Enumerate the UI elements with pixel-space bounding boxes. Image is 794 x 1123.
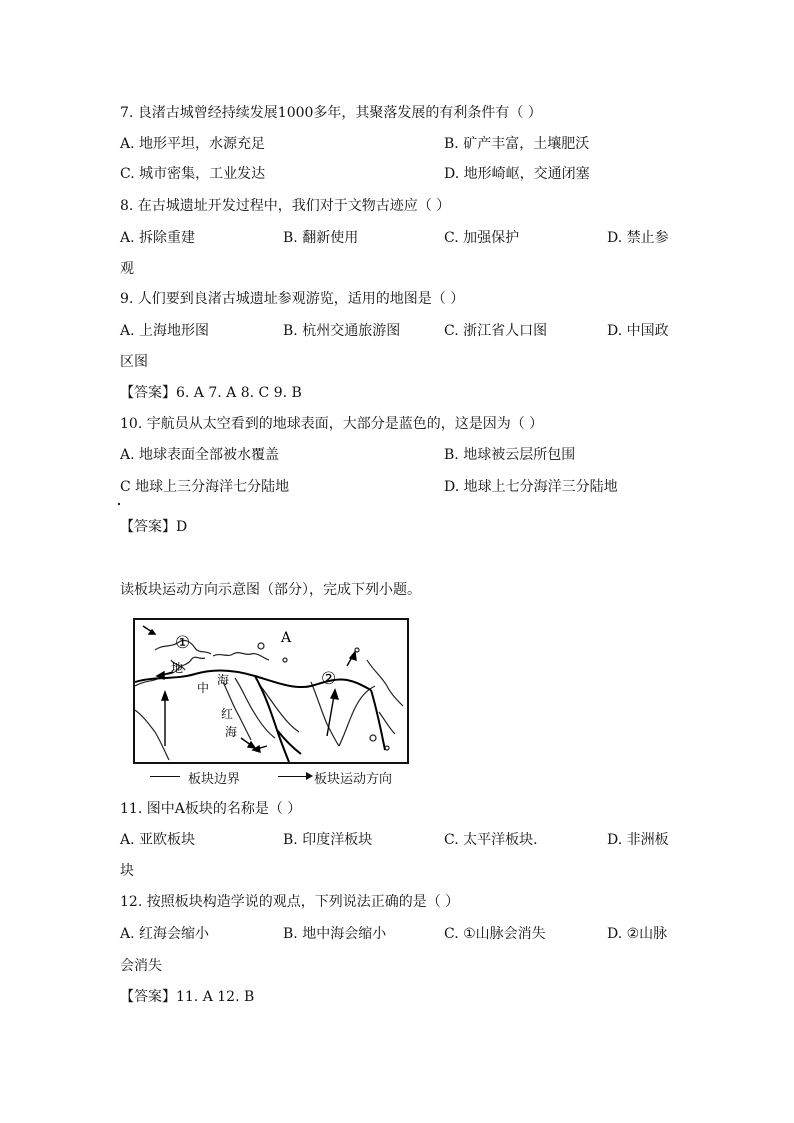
legend-arrow-line [278,776,308,777]
label-circle-2: ② [321,669,337,689]
stray-dot [118,503,120,505]
q11-option-c: C. 太平洋板块. [444,832,538,848]
q10-option-a: A. 地球表面全部被水覆盖 [120,447,280,463]
q12-stem: 12. 按照板块构造学说的观点，下列说法正确的是（ ） [120,894,460,910]
q7-option-a: A. 地形平坦，水源充足 [120,136,266,152]
label-plate-a: A [281,630,292,646]
q7-stem: 7. 良渚古城曾经持续发展1000多年，其聚落发展的有利条件有（ ） [120,105,542,121]
label-di: 地 [171,661,184,675]
q9-option-b: B. 杭州交通旅游图 [283,323,401,339]
q12-option-b: B. 地中海会缩小 [283,926,387,942]
q10-option-c: C 地球上三分海洋七分陆地 [120,479,290,495]
q12-option-d: D. ②山脉 [607,926,668,942]
q10-option-b: B. 地球被云层所包围 [444,447,576,463]
q11-option-b: B. 印度洋板块 [283,832,373,848]
q10-option-d: D. 地球上七分海洋三分陆地 [444,479,618,495]
label-circle-1: ① [175,633,191,653]
q8-option-b: B. 翻新使用 [283,230,359,246]
q11-option-d: D. 非洲板 [607,832,669,848]
q8-stem: 8. 在古城遗址开发过程中，我们对于文物古迹应（ ） [120,198,451,214]
q12-option-d-wrap: 会消失 [120,958,162,974]
q8-option-d: D. 禁止参 [607,230,669,246]
q8-option-c: C. 加强保护 [444,230,520,246]
legend-boundary-line [150,776,180,777]
answer-6-9: 【答案】6. A 7. A 8. C 9. B [120,385,302,401]
legend-boundary-label: 板块边界 [188,772,241,787]
q9-option-d-wrap: 区图 [120,354,148,370]
legend-arrow-head [306,772,313,780]
q9-option-d: D. 中国政 [607,323,669,339]
q12-option-a: A. 红海会缩小 [120,926,210,942]
q9-option-c: C. 浙江省人口图 [444,323,548,339]
label-zhong: 中 [197,681,210,695]
answer-11-12: 【答案】11. A 12. B [120,989,255,1005]
q8-option-d-wrap: 观 [120,261,134,277]
plate-map-drawing [135,620,407,762]
q7-option-c: C. 城市密集，工业发达 [120,166,266,182]
map-intro: 读板块运动方向示意图（部分），完成下列小题。 [120,582,421,598]
answer-10: 【答案】D [120,519,188,535]
label-hai-2: 海 [225,725,238,739]
q9-option-a: A. 上海地形图 [120,323,210,339]
q11-stem: 11. 图中A板块的名称是（ ） [120,801,302,817]
label-hong: 红 [221,707,234,721]
q10-stem: 10. 宇航员从太空看到的地球表面，大部分是蓝色的，这是因为（ ） [120,416,544,432]
q8-option-a: A. 拆除重建 [120,230,196,246]
legend-direction-label: 板块运动方向 [314,772,393,787]
q11-option-a: A. 亚欧板块 [120,832,196,848]
q12-option-c: C. ①山脉会消失 [444,926,546,942]
q9-stem: 9. 人们要到良渚古城遗址参观游览，适用的地图是（ ） [120,291,465,307]
q7-option-d: D. 地形崎岖，交通闭塞 [444,166,590,182]
q7-option-b: B. 矿产丰富，土壤肥沃 [444,136,590,152]
label-hai: 海 [217,673,230,687]
q11-option-d-wrap: 块 [120,863,134,879]
plate-map [133,618,409,764]
